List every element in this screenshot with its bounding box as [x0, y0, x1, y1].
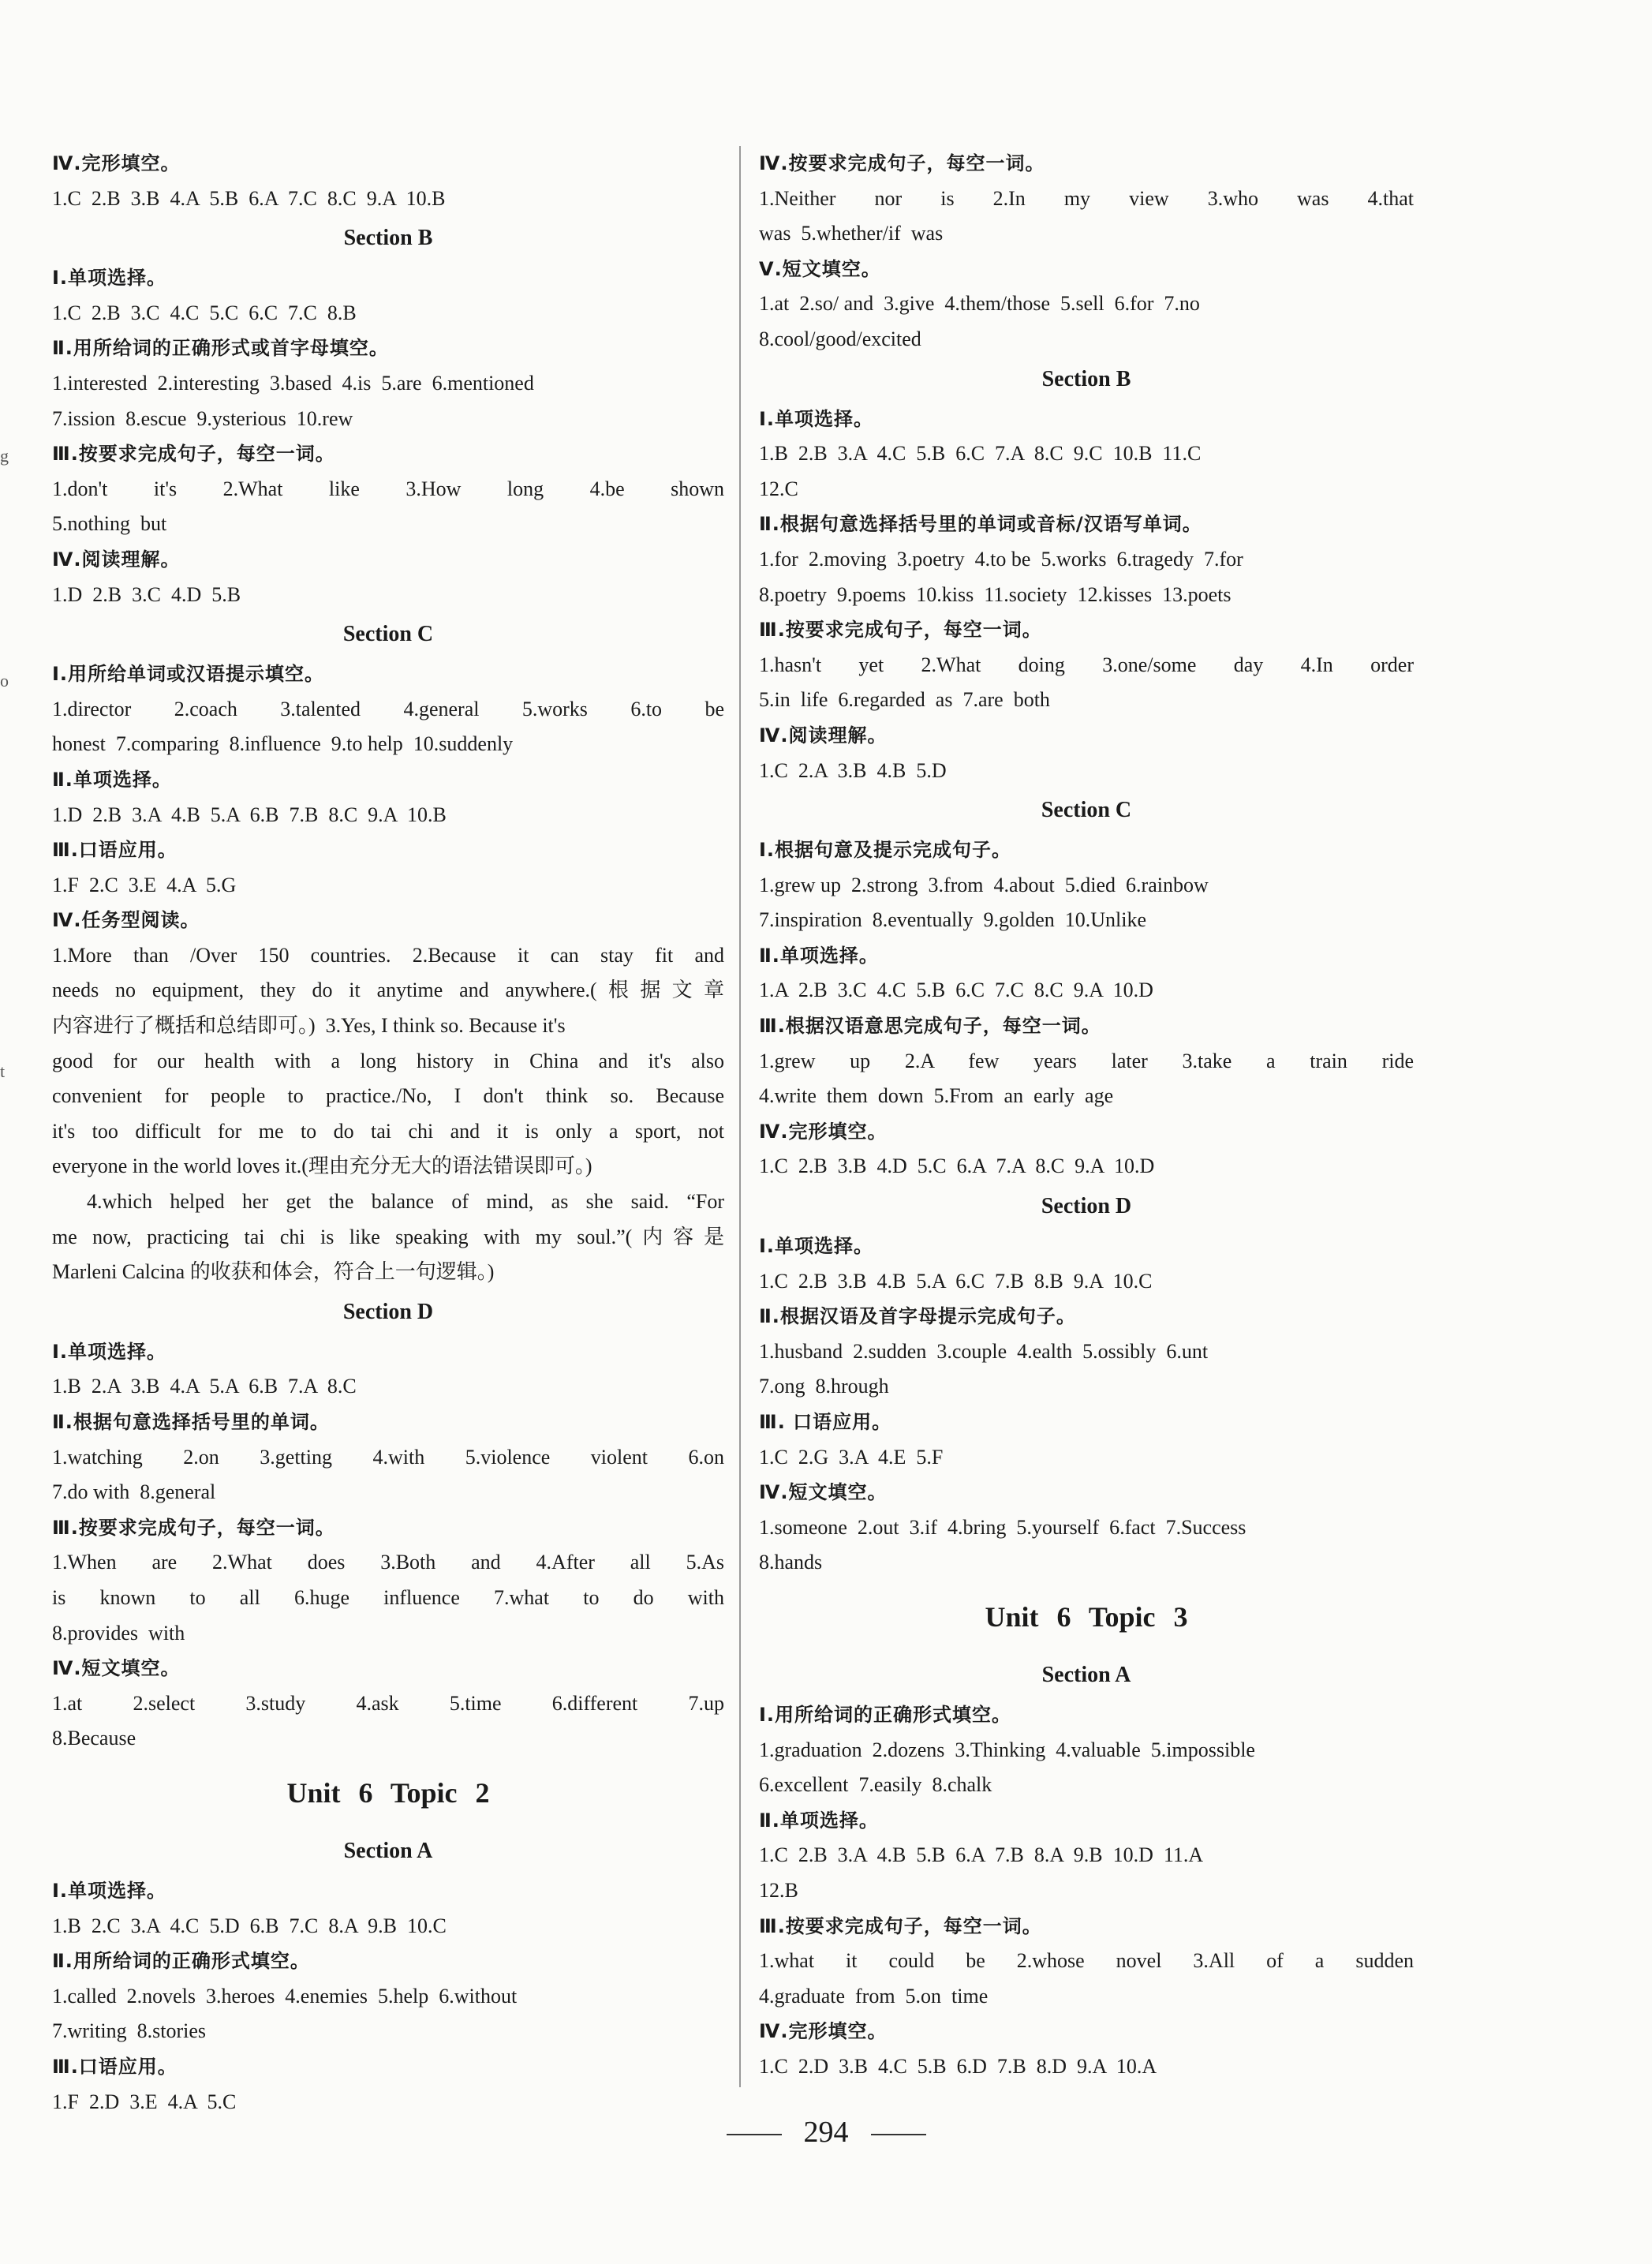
answer-line: 1.someone 2.out 3.if 4.bring 5.yourself 6.fact 7.Success [759, 1515, 1246, 1539]
exercise-heading: Ⅱ.用所给词的正确形式填空。 [52, 1950, 310, 1973]
answer-line: 1.When are 2.What does 3.Both and 4.After all 5.As [52, 1551, 724, 1574]
exercise-heading: Ⅳ.任务型阅读。 [52, 909, 200, 932]
exercise-heading: Ⅱ.根据句意选择括号里的单词或音标/汉语写单词。 [759, 513, 1202, 536]
exercise-heading: Ⅲ.按要求完成句子，每空一词。 [52, 1516, 335, 1539]
answer-line: 1.watching 2.on 3.getting 4.with 5.violence violent 6.on [52, 1445, 724, 1469]
answer-line: 1.called 2.novels 3.heroes 4.enemies 5.help 6.without [52, 1984, 518, 2008]
exercise-heading: Ⅲ.按要求完成句子，每空一词。 [52, 443, 335, 466]
exercise-heading: Ⅳ.按要求完成句子，每空一词。 [759, 152, 1045, 174]
answer-line: 1.Neither nor is 2.In my view 3.who was 4.that [759, 186, 1414, 210]
answer-line: 1.C 2.A 3.B 4.B 5.D [759, 758, 947, 782]
exercise-heading: Ⅰ.单项选择。 [759, 407, 874, 430]
answer-line: 1.at 2.so/ and 3.give 4.them/those 5.sell 6.for 7.no [759, 292, 1200, 316]
answer-line: 5.in life 6.regarded as 7.are both [759, 688, 1050, 712]
exercise-heading: Ⅲ.口语应用。 [52, 839, 178, 862]
exercise-heading: Ⅰ.用所给词的正确形式填空。 [759, 1703, 1012, 1726]
unit-topic-title: Unit 6 Topic 3 [985, 1600, 1188, 1633]
answer-line: is known to all 6.huge influence 7.what to do with [52, 1585, 724, 1609]
answer-line: 1.hasn't yet 2.What doing 3.one/some day 4.In order [759, 653, 1414, 676]
footer-dash-right [871, 2134, 926, 2135]
answer-line: 1.F 2.D 3.E 4.A 5.C [52, 2090, 237, 2113]
section-title: Section C [1041, 798, 1132, 823]
exercise-heading: Ⅳ.阅读理解。 [52, 548, 181, 571]
answer-line: 8.provides with [52, 1621, 185, 1645]
answer-line: 7.ong 8.hrough [759, 1375, 889, 1398]
exercise-heading: Ⅲ.按要求完成句子，每空一词。 [759, 1914, 1042, 1937]
answer-line: 1.C 2.B 3.C 4.C 5.C 6.C 7.C 8.B [52, 301, 357, 324]
page-number: 294 [803, 2116, 849, 2149]
answer-line: 1.graduation 2.dozens 3.Thinking 4.valuable 5.impossible [759, 1738, 1255, 1761]
answer-line: 8.poetry 9.poems 10.kiss 11.society 12.kisses 13.poets [759, 582, 1232, 606]
answer-line: 1.C 2.D 3.B 4.C 5.B 6.D 7.B 8.D 9.A 10.A [759, 2054, 1157, 2078]
left-column [52, 146, 724, 2120]
exercise-heading: Ⅳ.完形填空。 [759, 2020, 888, 2043]
section-title: Section A [343, 1838, 433, 1863]
answer-line: 4.which helped her get the balance of mind, as she said. “For [87, 1190, 724, 1214]
page-number-footer [0, 2115, 1652, 2150]
exercise-heading: Ⅰ.单项选择。 [52, 1879, 167, 1902]
section-title: Section A [1041, 1662, 1131, 1687]
answer-line: 1.B 2.C 3.A 4.C 5.D 6.B 7.C 8.A 9.B 10.C [52, 1914, 447, 1937]
answer-line: 1.C 2.B 3.B 4.B 5.A 6.C 7.B 8.B 9.A 10.C [759, 1269, 1153, 1293]
exercise-heading: Ⅳ.完形填空。 [52, 152, 181, 174]
answer-line: needs no equipment, they do it anytime and anywhere.(根据文章 [52, 979, 724, 1002]
answer-line: 1.at 2.select 3.study 4.ask 5.time 6.different 7.up [52, 1691, 724, 1715]
exercise-heading: Ⅲ. 口语应用。 [759, 1411, 892, 1433]
answer-line: 1.grew up 2.strong 3.from 4.about 5.died 6.rainbow [759, 873, 1209, 896]
exercise-heading: Ⅰ.单项选择。 [759, 1235, 874, 1258]
answer-line: convenient for people to practice./No, I don't think so. Because [52, 1084, 724, 1108]
edge-mark: t [0, 1061, 6, 1081]
answer-line: 1.don't it's 2.What like 3.How long 4.be shown [52, 477, 724, 500]
column-divider [739, 146, 741, 2087]
answer-line: 6.excellent 7.easily 8.chalk [759, 1773, 992, 1797]
section-title: Section B [1041, 366, 1131, 391]
exercise-heading: Ⅲ.根据汉语意思完成句子，每空一词。 [759, 1015, 1101, 1038]
section-title: Section D [1041, 1194, 1132, 1219]
answer-line: 1.husband 2.sudden 3.couple 4.ealth 5.ossibly 6.unt [759, 1339, 1209, 1363]
answer-line: 8.Because [52, 1727, 136, 1750]
answer-line: everyone in the world loves it.(理由充分无大的语法错误即可。) [52, 1154, 592, 1178]
answer-line: 1.what it could be 2.whose novel 3.All of a sudden [759, 1949, 1414, 1973]
answer-line: 内容进行了概括和总结即可。) 3.Yes, I think so. Because it's [52, 1014, 566, 1038]
right-column [759, 146, 1414, 2085]
exercise-heading: Ⅰ.根据句意及提示完成句子。 [759, 839, 1012, 862]
edge-mark: g [0, 446, 9, 466]
answer-line: 1.for 2.moving 3.poetry 4.to be 5.works 6.tragedy 7.for [759, 547, 1243, 571]
exercise-heading: Ⅱ.单项选择。 [759, 944, 879, 967]
answer-line: 7.do with 8.general [52, 1480, 216, 1504]
footer-dash-left [727, 2134, 782, 2135]
answer-line: 12.B [759, 1878, 798, 1902]
exercise-heading: Ⅱ.单项选择。 [759, 1809, 879, 1832]
answer-line: 1.C 2.B 3.B 4.D 5.C 6.A 7.A 8.C 9.A 10.D [759, 1154, 1155, 1178]
exercise-heading: Ⅳ.短文填空。 [52, 1657, 181, 1680]
answer-line: 5.nothing but [52, 512, 167, 536]
answer-line: 1.C 2.G 3.A 4.E 5.F [759, 1445, 944, 1469]
answer-line: 1.D 2.B 3.A 4.B 5.A 6.B 7.B 8.C 9.A 10.B [52, 803, 447, 826]
exercise-heading: Ⅰ.用所给单词或汉语提示填空。 [52, 663, 325, 686]
answer-line: 1.A 2.B 3.C 4.C 5.B 6.C 7.C 8.C 9.A 10.D [759, 979, 1153, 1002]
answer-line: 1.grew up 2.A few years later 3.take a train ride [759, 1049, 1414, 1072]
answer-line: 1.director 2.coach 3.talented 4.general 5.works 6.to be [52, 697, 724, 720]
answer-line: 1.D 2.B 3.C 4.D 5.B [52, 582, 241, 606]
answer-line: Marleni Calcina 的收获和体会，符合上一句逻辑。) [52, 1260, 495, 1284]
exercise-heading: Ⅱ.根据句意选择括号里的单词。 [52, 1411, 330, 1433]
answer-line: good for our health with a long history in China and it's also [52, 1049, 724, 1072]
answer-line: 8.hands [759, 1551, 823, 1574]
answer-line: 4.write them down 5.From an early age [759, 1084, 1114, 1108]
answer-line: 1.F 2.C 3.E 4.A 5.G [52, 873, 237, 896]
section-title: Section D [342, 1299, 434, 1324]
answer-line: 1.C 2.B 3.B 4.A 5.B 6.A 7.C 8.C 9.A 10.B [52, 186, 446, 210]
answer-line: 1.More than /Over 150 countries. 2.Because it can stay fit and [52, 943, 724, 967]
answer-line: 8.cool/good/excited [759, 327, 921, 350]
answer-line: 12.C [759, 477, 798, 500]
answer-line: it's too difficult for me to do tai chi and it is only a sport, not [52, 1119, 724, 1143]
unit-topic-title: Unit 6 Topic 2 [286, 1776, 490, 1809]
answer-line: me now, practicing tai chi is like speaking with my soul.”(内容是 [52, 1225, 724, 1248]
edge-mark: o [0, 671, 9, 690]
answer-line: 1.B 2.B 3.A 4.C 5.B 6.C 7.A 8.C 9.C 10.B 11.C [759, 442, 1202, 466]
answer-line: 4.graduate from 5.on time [759, 1984, 989, 2008]
answer-line: honest 7.comparing 8.influence 9.to help 10.suddenly [52, 732, 514, 756]
exercise-heading: Ⅱ.单项选择。 [52, 768, 172, 791]
exercise-heading: Ⅱ.根据汉语及首字母提示完成句子。 [759, 1305, 1076, 1328]
answer-line: 1.C 2.B 3.A 4.B 5.B 6.A 7.B 8.A 9.B 10.D 11.A [759, 1843, 1204, 1867]
section-title: Section B [343, 226, 433, 251]
answer-line: 1.interested 2.interesting 3.based 4.is 5.are 6.mentioned [52, 371, 534, 395]
answer-line: 7.writing 8.stories [52, 2019, 206, 2043]
section-title: Section C [342, 622, 434, 647]
exercise-heading: Ⅱ.用所给词的正确形式或首字母填空。 [52, 337, 389, 360]
exercise-heading: Ⅰ.单项选择。 [52, 1340, 167, 1363]
exercise-heading: Ⅲ.按要求完成句子，每空一词。 [759, 619, 1042, 642]
answer-line: 1.B 2.A 3.B 4.A 5.A 6.B 7.A 8.C [52, 1375, 357, 1398]
exercise-heading: Ⅴ.短文填空。 [759, 257, 881, 280]
exercise-heading: Ⅳ.短文填空。 [759, 1481, 888, 1504]
exercise-heading: Ⅳ.完形填空。 [759, 1120, 888, 1143]
answer-line: 7.inspiration 8.eventually 9.golden 10.Unlike [759, 908, 1147, 932]
exercise-heading: Ⅳ.阅读理解。 [759, 724, 888, 747]
exercise-heading: Ⅲ.口语应用。 [52, 2055, 178, 2078]
answer-line: 7.ission 8.escue 9.ysterious 10.rew [52, 406, 353, 430]
exercise-heading: Ⅰ.单项选择。 [52, 267, 167, 290]
answer-line: was 5.whether/if was [759, 222, 944, 245]
